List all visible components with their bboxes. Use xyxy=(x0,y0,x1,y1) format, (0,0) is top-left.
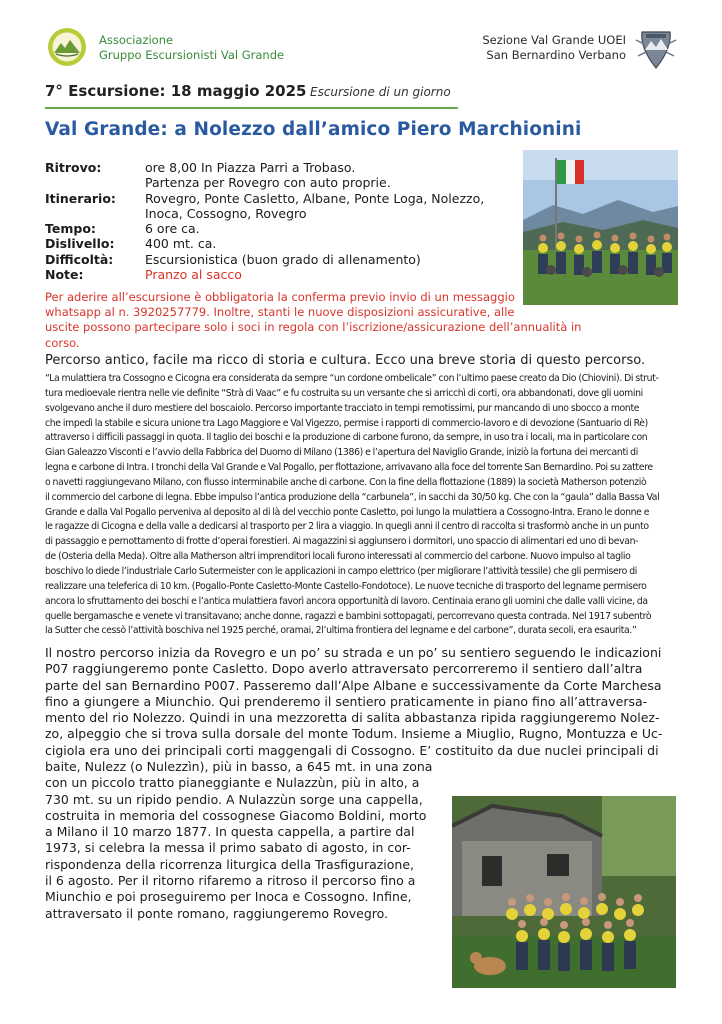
info-value-line: Inoca, Cossogno, Rovegro xyxy=(145,205,307,221)
association-name-line2: Gruppo Escursionisti Val Grande xyxy=(99,48,285,62)
history-line: o navetti raggiungevano Milano, con flusso interminabile anche di carbone. Con la fine della flottazione (1889) la società Matherson potenziò xyxy=(45,476,647,488)
history-line: attraverso i difficili passaggi in quota. Il taglio dei boschi e la produzione di carbone furono, da sempre, in uso tra i locali, ma in particolare con xyxy=(45,432,648,444)
section-name-line1: Sezione Val Grande UOEI xyxy=(482,33,626,47)
association-name-line1: Associazione xyxy=(99,33,174,47)
route-line: il 6 agosto. Per il ritorno rifaremo a ritroso il percorso fino a xyxy=(45,872,416,888)
history-line: quelle bergamasche e venete vi transitavano; anche donne, ragazzi e bambini sottopagati, percorrevano questa contrada. Nel 1917 subentrò xyxy=(45,610,652,622)
history-line: legna e carbone di Intra. I tronchi della Val Grande e Val Pogallo, per flottazione, arrivavano alla foce del torrente San Bernardino. Poi su zattere xyxy=(45,462,653,474)
route-line: costruita in memoria del cossognese Giacomo Boldini, morto xyxy=(45,807,427,823)
history-line: il commercio del carbone di legna. Ebbe impulso l’antica produzione della “carbunela”, in sacchi da 30/50 kg. Che con la “gaula” dalla Bassa Val xyxy=(45,491,660,503)
history-line: che impedì la stabile e sicura unione tra Lago Maggiore e Val Vigezzo, permise i rapporti di commercio-lavoro e di devozione (Santuario di Rè) xyxy=(45,417,648,429)
info-row-itinerario xyxy=(45,191,505,222)
history-line: svolgevano anche il duro mestiere del boscaiolo. Percorso importante tracciato in tempi remotissimi, pur mancando di uno sbocco a monte xyxy=(45,402,640,414)
route-line: zo, alpeggio che si trova sulla dorsale del monte Todum. Insieme a Miuglio, Rugno, Montuzza e Uc- xyxy=(45,726,663,742)
info-value-line: Pranzo al sacco xyxy=(145,267,242,283)
info-label: Difficoltà: xyxy=(45,251,114,267)
info-value xyxy=(145,191,505,222)
history-line: realizzare una teleferica di 10 km. (Pogallo-Ponte Casletto-Monte Castello-Fondotoce). Le nuove tecniche di trasporto del legname permisero xyxy=(45,580,647,592)
info-label: Ritrovo: xyxy=(45,160,102,175)
group-photo-hut xyxy=(452,796,676,988)
route-line: P07 raggiungeremo ponte Casletto. Dopo averlo attraversato percorreremo il sentiero dall’altra xyxy=(45,661,643,677)
notice-line: Per aderire all’escursione è obbligatoria la conferma previo invio di un messaggio xyxy=(45,290,515,304)
route-line: mento del rio Nolezzo. Quindi in una mezzoretta di salita abbastanza ripida raggiungeremo Nolez- xyxy=(45,710,660,726)
route-line: Il nostro percorso inizia da Rovegro e un po’ su strada e un po’ su sentiero seguendo le indicazioni xyxy=(45,645,662,660)
history-line: di passaggio e pernottamento di frotte d’operai forestieri. Ai magazzini si aggiunsero i dormitori, uno spaccio di alimentari ed uno di bevan- xyxy=(45,536,639,548)
info-row-difficolta xyxy=(45,252,505,267)
info-value-line: Escursionistica (buon grado di allenamento) xyxy=(145,251,421,267)
history-line: Gian Galeazzo Visconti e l’avvio della Fabbrica del Duomo di Milano (1386) e l’apertura del Naviglio Grande, iniziò la fortuna dei mercanti di xyxy=(45,447,638,459)
history-line: le ragazze di Cicogna e della valle a dedicarsi al trasporto per 2 lira a viaggio. In quegli anni il centro di raccolta si trasformò anche in un punto xyxy=(45,521,649,533)
association-logo-icon xyxy=(47,27,87,67)
info-value xyxy=(145,160,505,191)
route-line: Miunchio e poi proseguiremo per Inoca e Cossogno. Infine, xyxy=(45,889,412,905)
history-line: Grande e dalla Val Pogallo perveniva al deposito al di là del vecchio ponte Casletto, poi lungo la mulattiera a Cossogno-Intra. Erano le donne e xyxy=(45,506,650,518)
route-line: parte del san Bernardino P007. Passeremo dall’Alpe Albane e successivamente da Corte Marchesa xyxy=(45,677,662,693)
excursion-title: 7° Escursione: 18 maggio 2025 xyxy=(45,82,307,100)
info-value-line: ore 8,00 In Piazza Parri a Trobaso. xyxy=(145,160,356,175)
info-value-line: 400 mt. ca. xyxy=(145,236,217,252)
history-line: ancora lo sfruttamento dei boschi e l’antica mulattiera favorì ancora opportunità di lavoro. Centinaia erano gli uomini che dalle valli vicine, da xyxy=(45,595,648,607)
route-line: 1973, si celebra la messa il primo sabato di agosto, in cor- xyxy=(45,840,411,856)
info-table xyxy=(45,160,505,282)
excursion-type: Escursione di un giorno xyxy=(310,85,451,99)
info-label: Itinerario: xyxy=(45,190,116,206)
info-value-line: Rovegro, Ponte Casletto, Albane, Ponte Loga, Nolezzo, xyxy=(145,190,485,206)
notice-line: whatsapp al n. 3920257779. Inoltre, stanti le nuove disposizioni assicurative, alle xyxy=(45,305,515,320)
history-line: “La mulattiera tra Cossogno e Cicogna era considerata da sempre “un cordone ombelicale” con l’ultimo paese creato da Dio (Chiovini). Di strut- xyxy=(45,373,659,384)
history-line: tura medioevale rientra nelle vie definite “Strà di Vaac” e fu costruita su un versante che si arricchì di corti, ora abbandonati, dove gli uomini xyxy=(45,387,643,399)
history-line: boschivo lo diede l’industriale Carlo Sutermeister con le applicazioni in campo elettrico (per migliorare l’attività tessile) che gli permisero di xyxy=(45,565,637,577)
notice-line: uscite possono partecipare solo i soci in regola con l’iscrizione/assicurazione dell’annualità in corso. xyxy=(45,320,582,350)
route-line: attraversato il ponte romano, raggiungeremo Rovegro. xyxy=(45,905,389,921)
section-name-line2: San Bernardino Verbano xyxy=(486,48,626,62)
uoei-shield-icon xyxy=(634,26,678,72)
info-row-dislivello xyxy=(45,236,505,251)
route-line: fino a giungere a Miunchio. Qui prenderemo il sentiero praticamente in piano fino all’attraversa- xyxy=(45,693,648,709)
route-line: a Milano il 10 marzo 1877. In questa cappella, a partire dal xyxy=(45,824,415,840)
history-line: de (Osteria della Meda). Oltre alla Matherson altri imprenditori locali furono interessati al commercio del carbone. Nuovo impulso al taglio xyxy=(45,551,631,563)
route-line: rispondenza della ricorrenza liturgica della Trasfigurazione, xyxy=(45,856,415,872)
route-line: baite, Nulezz (o Nulezzìn), più in basso, a 645 mt. in una zona xyxy=(45,758,433,774)
history-quote xyxy=(45,372,680,639)
info-label: Dislivello: xyxy=(45,236,115,252)
intro-text: Percorso antico, facile ma ricco di storia e cultura. Ecco una breve storia di questo percorso. xyxy=(45,353,646,368)
info-value-line: Partenza per Rovegro con auto proprie. xyxy=(145,175,391,191)
title-divider xyxy=(45,107,458,109)
route-line: con un piccolo tratto pianeggiante e Nulazzùn, più in alto, a xyxy=(45,775,420,791)
association-name xyxy=(99,33,284,63)
group-photo-flag xyxy=(523,150,678,305)
info-value-line: 6 ore ca. xyxy=(145,221,200,237)
info-label: Note: xyxy=(45,267,84,283)
section-name xyxy=(482,33,626,63)
info-row-tempo xyxy=(45,221,505,236)
page-title: Val Grande: a Nolezzo dall’amico Piero Marchionini xyxy=(45,119,582,140)
history-line: la Sutter che cessò l’attività boschiva nel 1925 perché, oramai, 2l’ultima frontiera del legname e del carbone”, durata secoli, era esaurita.” xyxy=(45,625,637,637)
info-row-note xyxy=(45,267,505,282)
info-label: Tempo: xyxy=(45,221,96,237)
info-row-ritrovo xyxy=(45,160,505,191)
booking-notice xyxy=(45,290,605,351)
route-line: cigiola era uno dei principali corti maggengali di Cossogno. E’ costituito da due nuclei principali di xyxy=(45,742,659,758)
route-line: 730 mt. su un ripido pendio. A Nulazzùn sorge una cappella, xyxy=(45,791,423,807)
